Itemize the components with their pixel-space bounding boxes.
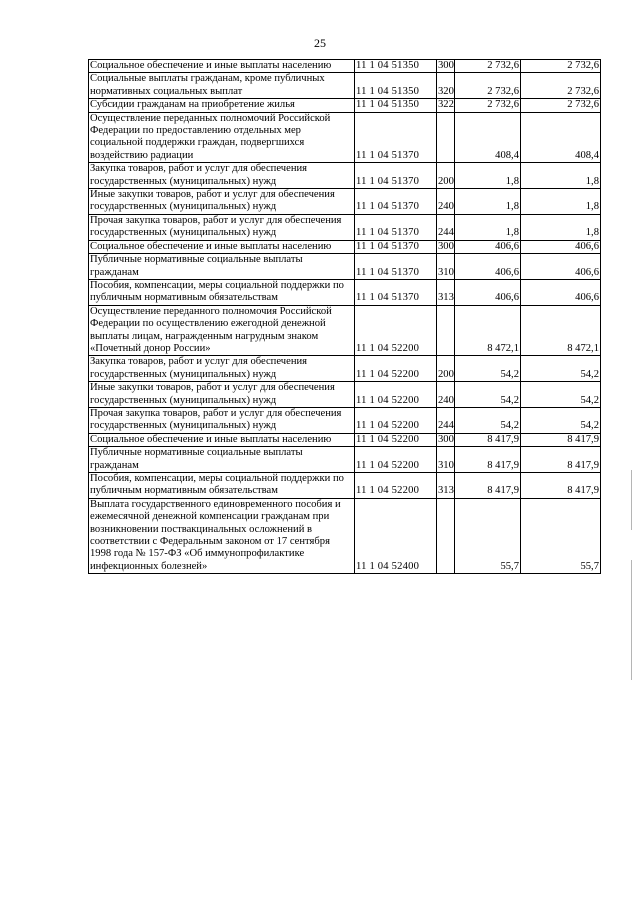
row-sum-first-cell: 1,8	[455, 214, 521, 240]
row-csr-code-cell: 11 1 04 51370	[355, 214, 437, 240]
row-sum-second-cell: 8 417,9	[521, 447, 601, 473]
row-expense-type-cell: 300	[438, 240, 454, 252]
row-sum-second-cell: 54,2	[521, 356, 601, 382]
row-expense-type-cell: 310	[437, 254, 455, 280]
row-sum-second-cell: 2 732,6	[521, 73, 601, 99]
table-row	[89, 305, 601, 356]
row-sum-second-cell: 406,6	[521, 240, 601, 253]
row-sum-first-cell: 408,4	[455, 112, 521, 163]
row-name-cell: Прочая закупка товаров, работ и услуг для обеспечения государственных (муниципальных) нужд	[89, 407, 355, 433]
row-name-cell: Субсидии гражданам на приобретение жилья	[89, 99, 355, 112]
scan-margin-mark	[631, 560, 632, 680]
row-name-cell: Пособия, компенсации, меры социальной поддержки по публичным нормативным обязательствам	[89, 473, 355, 499]
table-row	[89, 447, 601, 473]
row-expense-type-cell: 300	[438, 60, 454, 71]
row-csr-code-cell: 11 1 04 51370	[355, 112, 437, 163]
row-sum-second-cell: 8 472,1	[521, 305, 601, 356]
page-number: 25	[314, 36, 326, 50]
row-expense-type-cell	[437, 498, 455, 573]
row-sum-second-cell: 1,8	[521, 189, 601, 215]
table-row	[89, 433, 601, 446]
budget-table-body	[89, 60, 601, 574]
row-csr-code-cell: 11 1 04 52200	[355, 356, 437, 382]
row-sum-first-cell: 8 417,9	[455, 447, 521, 473]
row-sum-second-cell: 8 417,9	[521, 473, 601, 499]
row-csr-code-cell: 11 1 04 52200	[355, 305, 437, 356]
row-name-cell: Публичные нормативные социальные выплаты гражданам	[89, 447, 355, 473]
row-sum-second-cell: 406,6	[521, 254, 601, 280]
row-name-cell: Пособия, компенсации, меры социальной поддержки по публичным нормативным обязательствам	[89, 279, 355, 305]
row-name-cell: Публичные нормативные социальные выплаты гражданам	[89, 254, 355, 280]
row-csr-code-cell: 11 1 04 52200	[355, 407, 437, 433]
row-expense-type-cell: 200	[437, 356, 455, 382]
table-row	[89, 214, 601, 240]
row-name-cell: Закупка товаров, работ и услуг для обеспечения государственных (муниципальных) нужд	[89, 163, 355, 189]
row-name-cell: Иные закупки товаров, работ и услуг для обеспечения государственных (муниципальных) нужд	[89, 382, 355, 408]
table-row	[89, 112, 601, 163]
row-name-cell: Закупка товаров, работ и услуг для обеспечения государственных (муниципальных) нужд	[89, 356, 355, 382]
row-name-cell: Осуществление переданного полномочия Российской Федерации по осуществлению ежегодной денежной выплаты лицам, награжденным нагрудным знаком «Почетный донор России»	[89, 305, 355, 356]
row-sum-second-cell: 2 732,6	[521, 99, 601, 112]
table-row	[89, 73, 601, 99]
row-csr-code-cell: 11 1 04 51370	[355, 240, 437, 253]
row-sum-second-cell: 406,6	[521, 279, 601, 305]
table-row	[89, 356, 601, 382]
row-csr-code-cell: 11 1 04 51350	[355, 99, 437, 112]
row-sum-first-cell: 54,2	[455, 407, 521, 433]
row-sum-first-cell: 2 732,6	[455, 73, 521, 99]
row-sum-first-cell: 2 732,6	[455, 99, 521, 112]
row-csr-code-cell: 11 1 04 52200	[355, 473, 437, 499]
row-csr-code-cell: 11 1 04 51350	[355, 60, 437, 73]
row-csr-code-cell: 11 1 04 52400	[355, 498, 437, 573]
row-expense-type-cell	[437, 112, 455, 163]
row-expense-type-cell: 313	[437, 279, 455, 305]
row-sum-first-cell: 8 417,9	[455, 433, 521, 446]
row-expense-type-cell: 310	[437, 447, 455, 473]
row-sum-second-cell: 55,7	[521, 498, 601, 573]
row-sum-first-cell: 1,8	[455, 189, 521, 215]
table-row	[89, 279, 601, 305]
table-row	[89, 382, 601, 408]
budget-table	[88, 59, 601, 574]
row-expense-type-cell: 322	[438, 99, 454, 111]
row-sum-first-cell: 406,6	[455, 254, 521, 280]
row-csr-code-cell: 11 1 04 51350	[355, 73, 437, 99]
row-sum-first-cell: 55,7	[455, 498, 521, 573]
row-name-cell: Социальное обеспечение и иные выплаты населению	[89, 433, 355, 446]
row-csr-code-cell: 11 1 04 51370	[355, 163, 437, 189]
table-row	[89, 99, 601, 112]
row-sum-first-cell: 406,6	[455, 279, 521, 305]
row-expense-type-cell: 244	[437, 214, 455, 240]
row-sum-second-cell: 8 417,9	[521, 433, 601, 446]
row-expense-type-cell: 240	[437, 189, 455, 215]
row-sum-first-cell: 8 472,1	[455, 305, 521, 356]
row-expense-type-cell: 200	[437, 163, 455, 189]
row-expense-type-cell: 240	[437, 382, 455, 408]
row-csr-code-cell: 11 1 04 51370	[355, 279, 437, 305]
table-row	[89, 473, 601, 499]
row-name-cell: Прочая закупка товаров, работ и услуг для обеспечения государственных (муниципальных) нужд	[89, 214, 355, 240]
row-sum-first-cell: 54,2	[455, 356, 521, 382]
row-sum-second-cell: 54,2	[521, 407, 601, 433]
row-sum-first-cell: 8 417,9	[455, 473, 521, 499]
row-sum-second-cell: 2 732,6	[521, 60, 601, 73]
row-sum-first-cell: 1,8	[455, 163, 521, 189]
row-sum-second-cell: 1,8	[521, 163, 601, 189]
row-sum-first-cell: 2 732,6	[455, 60, 521, 73]
row-csr-code-cell: 11 1 04 52200	[355, 433, 437, 446]
table-row	[89, 254, 601, 280]
row-sum-first-cell: 54,2	[455, 382, 521, 408]
row-expense-type-cell	[437, 305, 455, 356]
scan-margin-mark	[631, 470, 632, 530]
table-row	[89, 60, 601, 73]
row-name-cell: Иные закупки товаров, работ и услуг для обеспечения государственных (муниципальных) нужд	[89, 189, 355, 215]
row-expense-type-cell: 300	[438, 433, 454, 445]
row-sum-second-cell: 54,2	[521, 382, 601, 408]
row-expense-type-cell: 320	[437, 73, 455, 99]
row-expense-type-cell: 313	[437, 473, 455, 499]
row-csr-code-cell: 11 1 04 51370	[355, 189, 437, 215]
row-csr-code-cell: 11 1 04 52200	[355, 447, 437, 473]
row-csr-code-cell: 11 1 04 51370	[355, 254, 437, 280]
row-name-cell: Социальное обеспечение и иные выплаты населению	[89, 240, 355, 253]
table-row	[89, 407, 601, 433]
row-expense-type-cell: 244	[437, 407, 455, 433]
table-row	[89, 498, 601, 573]
row-name-cell: Выплата государственного единовременного пособия и ежемесячной денежной компенсации гражданам при возникновении поствакцинальных осложнений в соответствии с Федеральным законом от 17 сентября 1998 года № 157-ФЗ «Об иммунопрофилактике инфекционных болезней»	[89, 498, 355, 573]
table-row	[89, 240, 601, 253]
row-sum-second-cell: 1,8	[521, 214, 601, 240]
row-sum-second-cell: 408,4	[521, 112, 601, 163]
row-name-cell: Социальное обеспечение и иные выплаты населению	[89, 60, 355, 73]
row-name-cell: Осуществление переданных полномочий Российской Федерации по предоставлению отдельных мер социальной поддержки граждан, подвергшихся воздействию радиации	[89, 112, 355, 163]
table-row	[89, 163, 601, 189]
row-csr-code-cell: 11 1 04 52200	[355, 382, 437, 408]
table-row	[89, 189, 601, 215]
row-sum-first-cell: 406,6	[455, 240, 521, 253]
row-name-cell: Социальные выплаты гражданам, кроме публичных нормативных социальных выплат	[89, 73, 355, 99]
